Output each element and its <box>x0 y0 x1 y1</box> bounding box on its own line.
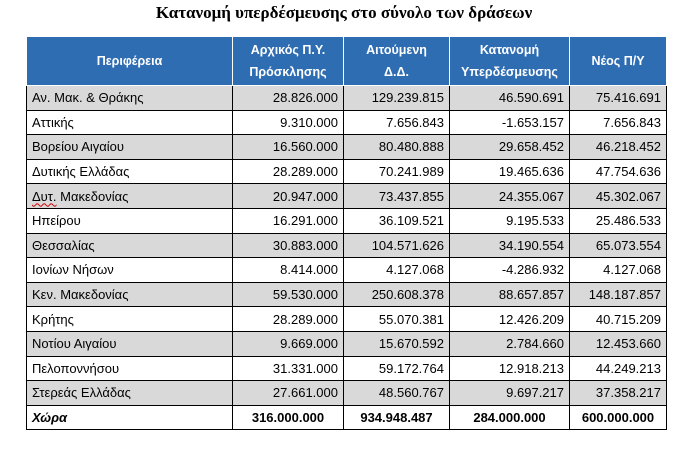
table-row <box>27 208 667 233</box>
new-budget-cell: 46.218.452 <box>570 135 667 160</box>
header-initial-budget <box>233 37 344 86</box>
new-budget-cell: 40.715.209 <box>570 307 667 332</box>
document-title: Κατανομή υπερδέσμευσης στο σύνολο των δράσεων <box>155 3 533 22</box>
table-row <box>27 135 667 160</box>
new-budget-cell: 25.486.533 <box>570 208 667 233</box>
table-row <box>27 184 667 209</box>
region-cell: Πελοποννήσου <box>27 356 233 381</box>
allocation-cell: 24.355.067 <box>450 184 570 209</box>
total-allocation-cell: 284.000.000 <box>450 405 570 430</box>
table-row <box>27 159 667 184</box>
initial-cell: 20.947.000 <box>233 184 344 209</box>
initial-cell: 30.883.000 <box>233 233 344 258</box>
region-cell: Θεσσαλίας <box>27 233 233 258</box>
header-requested-line1: Αιτούμενη <box>366 43 427 57</box>
new-budget-cell: 65.073.554 <box>570 233 667 258</box>
requested-cell: 48.560.767 <box>344 381 450 406</box>
initial-cell: 16.560.000 <box>233 135 344 160</box>
allocation-cell: 2.784.660 <box>450 331 570 356</box>
table-row <box>27 258 667 283</box>
requested-cell: 80.480.888 <box>344 135 450 160</box>
requested-cell: 59.172.764 <box>344 356 450 381</box>
table-row <box>27 307 667 332</box>
initial-cell: 28.289.000 <box>233 307 344 332</box>
region-cell: Κεν. Μακεδονίας <box>27 282 233 307</box>
region-cell: Αττικής <box>27 110 233 135</box>
new-budget-cell: 44.249.213 <box>570 356 667 381</box>
region-cell: Στερεάς Ελλάδας <box>27 381 233 406</box>
requested-cell: 4.127.068 <box>344 258 450 283</box>
requested-cell: 250.608.378 <box>344 282 450 307</box>
table-row <box>27 233 667 258</box>
total-requested-cell: 934.948.487 <box>344 405 450 430</box>
new-budget-cell: 4.127.068 <box>570 258 667 283</box>
total-row <box>27 405 667 430</box>
initial-cell: 16.291.000 <box>233 208 344 233</box>
initial-cell: 9.669.000 <box>233 331 344 356</box>
initial-cell: 31.331.000 <box>233 356 344 381</box>
requested-cell: 129.239.815 <box>344 86 450 111</box>
table-row <box>27 110 667 135</box>
allocation-cell: 46.590.691 <box>450 86 570 111</box>
allocation-cell: 12.918.213 <box>450 356 570 381</box>
requested-cell: 36.109.521 <box>344 208 450 233</box>
requested-cell: 70.241.989 <box>344 159 450 184</box>
region-rest: Μακεδονίας <box>56 188 129 204</box>
header-new-budget: Νέος Π/Υ <box>570 37 667 86</box>
allocation-cell: 12.426.209 <box>450 307 570 332</box>
total-initial-cell: 316.000.000 <box>233 405 344 430</box>
allocation-cell: 34.190.554 <box>450 233 570 258</box>
allocation-table <box>26 36 667 430</box>
region-cell: Ιονίων Νήσων <box>27 258 233 283</box>
allocation-cell: 9.697.217 <box>450 381 570 406</box>
total-region-cell: Χώρα <box>27 405 233 430</box>
new-budget-cell: 45.302.067 <box>570 184 667 209</box>
table-row <box>27 86 667 111</box>
total-new-budget-cell: 600.000.000 <box>570 405 667 430</box>
allocation-cell: -4.286.932 <box>450 258 570 283</box>
new-budget-cell: 12.453.660 <box>570 331 667 356</box>
region-cell: Βορείου Αιγαίου <box>27 135 233 160</box>
header-region: Περιφέρεια <box>27 37 233 86</box>
requested-cell: 7.656.843 <box>344 110 450 135</box>
region-cell: Νοτίου Αιγαίου <box>27 331 233 356</box>
allocation-cell: 88.657.857 <box>450 282 570 307</box>
table-row <box>27 331 667 356</box>
initial-cell: 28.826.000 <box>233 86 344 111</box>
header-row <box>27 37 667 86</box>
allocation-cell: 9.195.533 <box>450 208 570 233</box>
new-budget-cell: 47.754.636 <box>570 159 667 184</box>
allocation-cell: -1.653.157 <box>450 110 570 135</box>
header-requested <box>344 37 450 86</box>
header-initial-line1: Αρχικός Π.Υ. <box>250 43 326 57</box>
requested-cell: 55.070.381 <box>344 307 450 332</box>
region-abbr-spellcheck: Δυτ. <box>32 188 57 204</box>
header-allocation-line1: Κατανομή <box>479 43 540 57</box>
region-cell: Κρήτης <box>27 307 233 332</box>
new-budget-cell: 37.358.217 <box>570 381 667 406</box>
new-budget-cell: 7.656.843 <box>570 110 667 135</box>
initial-cell: 8.414.000 <box>233 258 344 283</box>
allocation-cell: 29.658.452 <box>450 135 570 160</box>
region-cell: Αν. Μακ. & Θράκης <box>27 86 233 111</box>
header-allocation <box>450 37 570 86</box>
region-cell <box>27 184 233 209</box>
new-budget-cell: 75.416.691 <box>570 86 667 111</box>
region-cell: Δυτικής Ελλάδας <box>27 159 233 184</box>
allocation-cell: 19.465.636 <box>450 159 570 184</box>
initial-cell: 59.530.000 <box>233 282 344 307</box>
header-requested-line2: Δ.Δ. <box>384 65 409 79</box>
initial-cell: 28.289.000 <box>233 159 344 184</box>
requested-cell: 104.571.626 <box>344 233 450 258</box>
requested-cell: 15.670.592 <box>344 331 450 356</box>
new-budget-cell: 148.187.857 <box>570 282 667 307</box>
initial-cell: 9.310.000 <box>233 110 344 135</box>
region-cell: Ηπείρου <box>27 208 233 233</box>
table-row <box>27 356 667 381</box>
initial-cell: 27.661.000 <box>233 381 344 406</box>
table-row <box>27 282 667 307</box>
requested-cell: 73.437.855 <box>344 184 450 209</box>
header-initial-line2: Πρόσκλησης <box>249 65 327 79</box>
header-allocation-line2: Υπερδέσμευσης <box>461 65 558 79</box>
table-row <box>27 381 667 406</box>
